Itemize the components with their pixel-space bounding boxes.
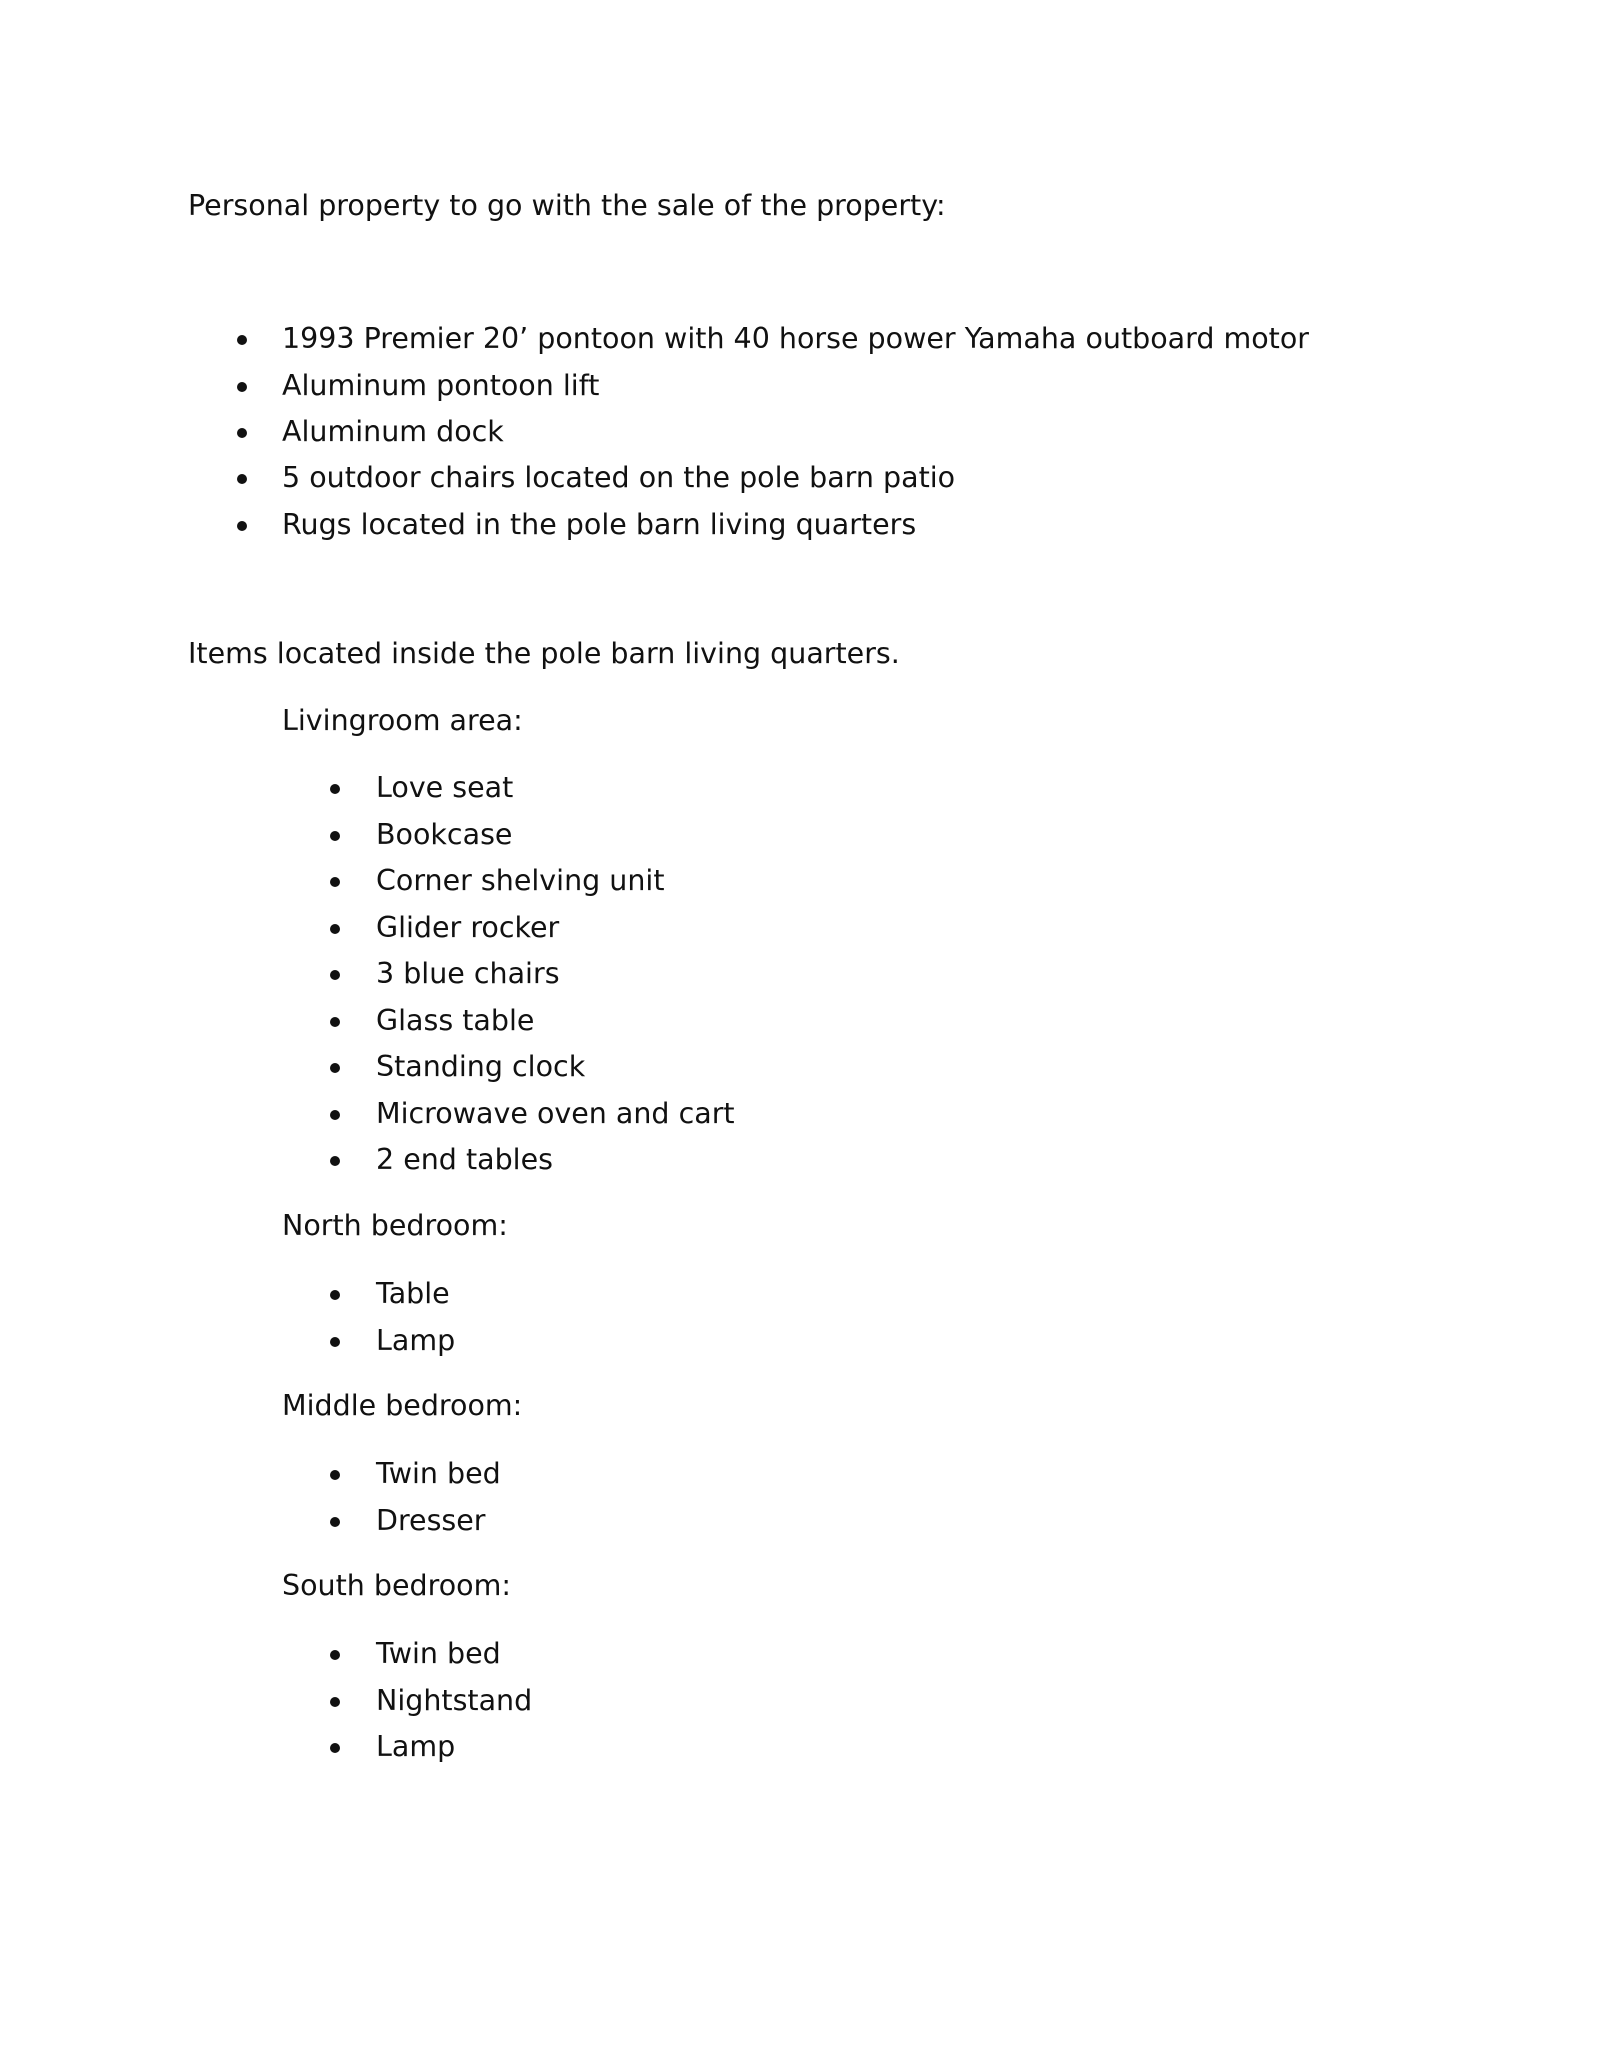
bullet-icon bbox=[330, 1063, 340, 1073]
list-item-text: Aluminum dock bbox=[282, 415, 504, 448]
room-heading-middle-bedroom: Middle bedroom: bbox=[282, 1389, 523, 1422]
bullet-icon bbox=[237, 335, 247, 345]
list-item-text: Microwave oven and cart bbox=[376, 1097, 735, 1130]
bullet-icon bbox=[330, 1697, 340, 1707]
bullet-icon bbox=[330, 1743, 340, 1753]
bullet-icon bbox=[237, 474, 247, 484]
list-item-text: Twin bed bbox=[376, 1457, 501, 1490]
bullet-icon bbox=[330, 877, 340, 887]
list-item-text: Standing clock bbox=[376, 1050, 586, 1083]
room-heading-south-bedroom: South bedroom: bbox=[282, 1569, 511, 1602]
bullet-icon bbox=[330, 1650, 340, 1660]
bullet-icon bbox=[237, 382, 247, 392]
room-heading-north-bedroom: North bedroom: bbox=[282, 1209, 508, 1242]
list-item-text: Twin bed bbox=[376, 1637, 501, 1670]
bullet-icon bbox=[330, 1290, 340, 1300]
intro-heading: Personal property to go with the sale of the property: bbox=[188, 189, 946, 222]
list-item-text: 1993 Premier 20’ pontoon with 40 horse power Yamaha outboard motor bbox=[282, 322, 1310, 355]
bullet-icon bbox=[330, 1156, 340, 1166]
bullet-icon bbox=[330, 784, 340, 794]
bullet-icon bbox=[330, 1337, 340, 1347]
list-item-text: Glider rocker bbox=[376, 911, 560, 944]
room-heading-livingroom: Livingroom area: bbox=[282, 704, 523, 737]
bullet-icon bbox=[330, 924, 340, 934]
list-item-text: Bookcase bbox=[376, 818, 513, 851]
bullet-icon bbox=[330, 1517, 340, 1527]
bullet-icon bbox=[237, 521, 247, 531]
list-item-text: Glass table bbox=[376, 1004, 535, 1037]
list-item-text: 5 outdoor chairs located on the pole barn patio bbox=[282, 461, 956, 494]
list-item-text: Table bbox=[376, 1277, 450, 1310]
bullet-icon bbox=[330, 1017, 340, 1027]
list-item-text: Aluminum pontoon lift bbox=[282, 369, 600, 402]
bullet-icon bbox=[330, 1470, 340, 1480]
list-item-text: Nightstand bbox=[376, 1684, 533, 1717]
bullet-icon bbox=[330, 1110, 340, 1120]
quarters-heading: Items located inside the pole barn living quarters. bbox=[188, 637, 900, 670]
list-item-text: Love seat bbox=[376, 771, 514, 804]
list-item-text: 2 end tables bbox=[376, 1143, 553, 1176]
list-item-text: Lamp bbox=[376, 1730, 456, 1763]
list-item-text: Corner shelving unit bbox=[376, 864, 665, 897]
bullet-icon bbox=[237, 428, 247, 438]
list-item-text: 3 blue chairs bbox=[376, 957, 560, 990]
list-item-text: Rugs located in the pole barn living quarters bbox=[282, 508, 917, 541]
bullet-icon bbox=[330, 970, 340, 980]
list-item-text: Lamp bbox=[376, 1324, 456, 1357]
bullet-icon bbox=[330, 831, 340, 841]
list-item-text: Dresser bbox=[376, 1504, 486, 1537]
